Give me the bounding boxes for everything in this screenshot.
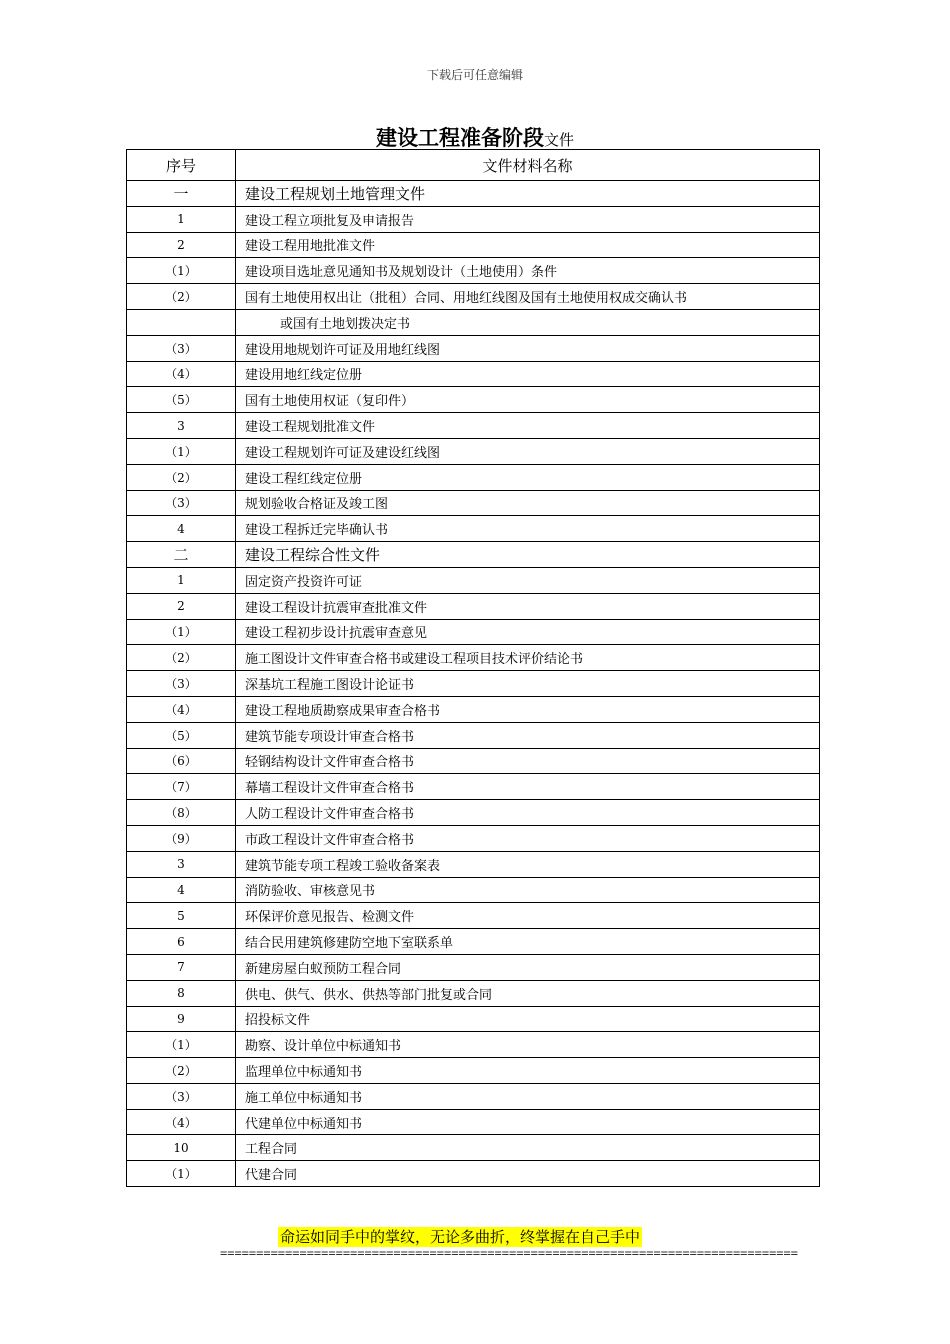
row-document-name: 施工单位中标通知书 bbox=[236, 1083, 820, 1109]
table-row bbox=[127, 851, 820, 877]
table-body bbox=[127, 181, 820, 1187]
row-number: 3 bbox=[127, 413, 236, 439]
table-row bbox=[127, 774, 820, 800]
row-number: 7 bbox=[127, 954, 236, 980]
table-row bbox=[127, 980, 820, 1006]
page-title bbox=[0, 122, 950, 152]
row-document-name: 建设工程规划许可证及建设红线图 bbox=[236, 438, 820, 464]
row-document-name: 新建房屋白蚁预防工程合同 bbox=[236, 954, 820, 980]
row-number: 4 bbox=[127, 877, 236, 903]
row-number: 4 bbox=[127, 516, 236, 542]
row-document-name: 供电、供气、供水、供热等部门批复或合同 bbox=[236, 980, 820, 1006]
row-number: 二 bbox=[127, 542, 236, 568]
row-document-name: 规划验收合格证及竣工图 bbox=[236, 490, 820, 516]
table-row bbox=[127, 1032, 820, 1058]
row-number: （7） bbox=[127, 774, 236, 800]
row-document-name: 建设工程地质勘察成果审查合格书 bbox=[236, 696, 820, 722]
table-row bbox=[127, 954, 820, 980]
row-number: 1 bbox=[127, 206, 236, 232]
row-number: 6 bbox=[127, 929, 236, 955]
row-document-name: 施工图设计文件审查合格书或建设工程项目技术评价结论书 bbox=[236, 645, 820, 671]
table-row bbox=[127, 232, 820, 258]
table-row bbox=[127, 567, 820, 593]
row-number: （1） bbox=[127, 258, 236, 284]
table-row bbox=[127, 929, 820, 955]
row-number: 10 bbox=[127, 1135, 236, 1161]
row-document-name: 建设工程规划批准文件 bbox=[236, 413, 820, 439]
row-number: （3） bbox=[127, 1083, 236, 1109]
footer-motto: 命运如同手中的掌纹，无论多曲折，终掌握在自己手中 bbox=[280, 1228, 641, 1246]
row-document-name: 建设工程红线定位册 bbox=[236, 464, 820, 490]
row-document-name: 建设工程立项批复及申请报告 bbox=[236, 206, 820, 232]
table-row bbox=[127, 309, 820, 335]
row-number: （1） bbox=[127, 1161, 236, 1187]
table-row bbox=[127, 335, 820, 361]
row-number: （1） bbox=[127, 619, 236, 645]
row-document-name: 勘察、设计单位中标通知书 bbox=[236, 1032, 820, 1058]
row-number: （8） bbox=[127, 800, 236, 826]
row-document-name: 建设工程用地批准文件 bbox=[236, 232, 820, 258]
row-number: （1） bbox=[127, 1032, 236, 1058]
table-row bbox=[127, 593, 820, 619]
table-row bbox=[127, 258, 820, 284]
table-row bbox=[127, 413, 820, 439]
title-main: 建设工程准备阶段 bbox=[375, 126, 544, 150]
table-row bbox=[127, 181, 820, 207]
row-number: 9 bbox=[127, 1006, 236, 1032]
row-number: 2 bbox=[127, 593, 236, 619]
table-row bbox=[127, 619, 820, 645]
table-row bbox=[127, 671, 820, 697]
column-header-name: 文件材料名称 bbox=[236, 150, 820, 181]
table-row bbox=[127, 1083, 820, 1109]
row-document-name: 招投标文件 bbox=[236, 1006, 820, 1032]
row-number: （3） bbox=[127, 335, 236, 361]
row-document-name: 消防验收、审核意见书 bbox=[236, 877, 820, 903]
table-row bbox=[127, 800, 820, 826]
row-number: （2） bbox=[127, 1058, 236, 1084]
table-row bbox=[127, 361, 820, 387]
row-document-name: 环保评价意见报告、检测文件 bbox=[236, 903, 820, 929]
row-document-name: 建设工程初步设计抗震审查意见 bbox=[236, 619, 820, 645]
table-row bbox=[127, 748, 820, 774]
table-row bbox=[127, 542, 820, 568]
row-document-name: 建设用地规划许可证及用地红线图 bbox=[236, 335, 820, 361]
row-number: （2） bbox=[127, 284, 236, 310]
row-document-name: 人防工程设计文件审查合格书 bbox=[236, 800, 820, 826]
table-row bbox=[127, 490, 820, 516]
table-row bbox=[127, 1006, 820, 1032]
row-number: （9） bbox=[127, 825, 236, 851]
row-document-name: 建设用地红线定位册 bbox=[236, 361, 820, 387]
row-number: 3 bbox=[127, 851, 236, 877]
row-document-name: 建设工程综合性文件 bbox=[236, 542, 820, 568]
table-row bbox=[127, 645, 820, 671]
row-number: （1） bbox=[127, 438, 236, 464]
row-document-name: 建筑节能专项设计审查合格书 bbox=[236, 722, 820, 748]
row-number: 一 bbox=[127, 181, 236, 207]
row-document-name: 建设项目选址意见通知书及规划设计（土地使用）条件 bbox=[236, 258, 820, 284]
row-document-name: 国有土地使用权证（复印件） bbox=[236, 387, 820, 413]
table-row bbox=[127, 696, 820, 722]
row-document-name: 或国有土地划拨决定书 bbox=[236, 309, 820, 335]
row-document-name: 工程合同 bbox=[236, 1135, 820, 1161]
table-row bbox=[127, 516, 820, 542]
row-document-name: 固定资产投资许可证 bbox=[236, 567, 820, 593]
table-header-row bbox=[127, 150, 820, 181]
row-number: 5 bbox=[127, 903, 236, 929]
table-row bbox=[127, 903, 820, 929]
row-number: （4） bbox=[127, 1109, 236, 1135]
row-number: （3） bbox=[127, 671, 236, 697]
row-document-name: 建设工程规划土地管理文件 bbox=[236, 181, 820, 207]
title-suffix: 文件 bbox=[543, 131, 574, 149]
table-row bbox=[127, 464, 820, 490]
row-document-name: 市政工程设计文件审查合格书 bbox=[236, 825, 820, 851]
document-table bbox=[126, 149, 820, 1187]
row-number bbox=[127, 309, 236, 335]
table-row bbox=[127, 1161, 820, 1187]
row-document-name: 代建单位中标通知书 bbox=[236, 1109, 820, 1135]
row-document-name: 代建合同 bbox=[236, 1161, 820, 1187]
row-document-name: 国有土地使用权出让（批租）合同、用地红线图及国有土地使用权成交确认书 bbox=[236, 284, 820, 310]
row-number: （6） bbox=[127, 748, 236, 774]
table-row bbox=[127, 284, 820, 310]
table-row bbox=[127, 1135, 820, 1161]
table-row bbox=[127, 206, 820, 232]
row-document-name: 深基坑工程施工图设计论证书 bbox=[236, 671, 820, 697]
row-document-name: 结合民用建筑修建防空地下室联系单 bbox=[236, 929, 820, 955]
row-number: （3） bbox=[127, 490, 236, 516]
column-header-number: 序号 bbox=[127, 150, 236, 181]
table-row bbox=[127, 1058, 820, 1084]
row-number: 8 bbox=[127, 980, 236, 1006]
header-note: 下载后可任意编辑 bbox=[426, 68, 523, 82]
table-row bbox=[127, 438, 820, 464]
row-document-name: 轻钢结构设计文件审查合格书 bbox=[236, 748, 820, 774]
row-number: （5） bbox=[127, 387, 236, 413]
row-document-name: 监理单位中标通知书 bbox=[236, 1058, 820, 1084]
row-number: （2） bbox=[127, 464, 236, 490]
row-number: （5） bbox=[127, 722, 236, 748]
row-document-name: 建筑节能专项工程竣工验收备案表 bbox=[236, 851, 820, 877]
table-row bbox=[127, 877, 820, 903]
row-number: 2 bbox=[127, 232, 236, 258]
row-number: （4） bbox=[127, 361, 236, 387]
table-row bbox=[127, 722, 820, 748]
row-number: （4） bbox=[127, 696, 236, 722]
table-row bbox=[127, 1109, 820, 1135]
row-number: 1 bbox=[127, 567, 236, 593]
table-row bbox=[127, 387, 820, 413]
table-row bbox=[127, 825, 820, 851]
footer-rule: ================================================================================ bbox=[220, 1246, 798, 1260]
row-document-name: 幕墙工程设计文件审查合格书 bbox=[236, 774, 820, 800]
row-document-name: 建设工程设计抗震审查批准文件 bbox=[236, 593, 820, 619]
row-document-name: 建设工程拆迁完毕确认书 bbox=[236, 516, 820, 542]
row-number: （2） bbox=[127, 645, 236, 671]
